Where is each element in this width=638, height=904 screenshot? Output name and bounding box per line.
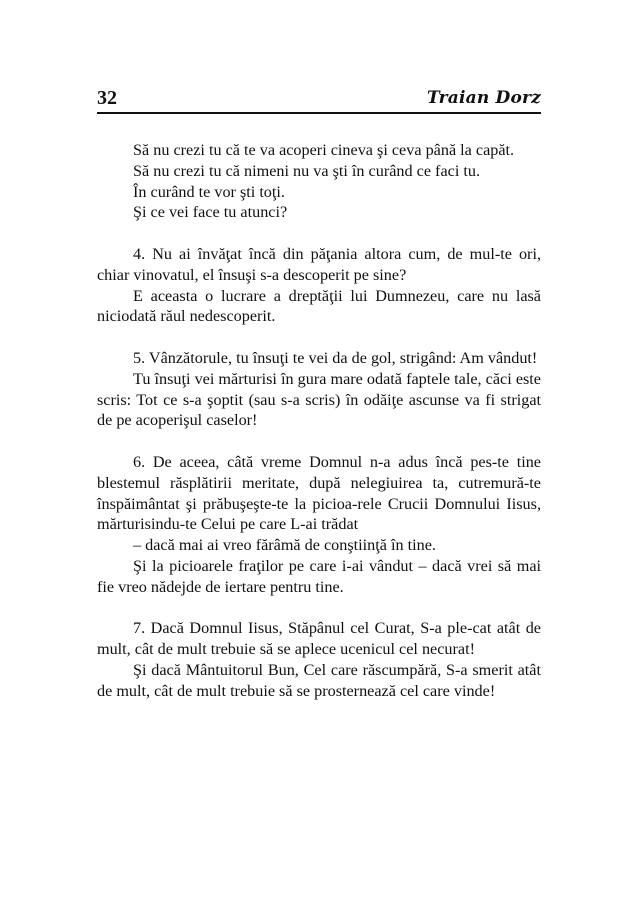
paragraph-gap (97, 598, 541, 619)
paragraph: 4. Nu ai învăţat încă din păţania altora cum, de mul-te ori, chiar vinovatul, el însuşi s-a descoperit pe sine? (97, 244, 541, 284)
paragraph: Tu însuţi vei mărturisi în gura mare odată faptele tale, căci este scris: Tot ce s-a şoptit (sau s-a scris) în odăiţe ascunse va fi strigat de pe acoperişul caselor! (97, 369, 541, 430)
paragraph: 7. Dacă Domnul Iisus, Stăpânul cel Curat, S-a ple-cat atât de mult, cât de mult trebuie să se aplece ucenicul cel necurat! (97, 619, 541, 659)
paragraph: În curând te vor şti toţi. (133, 182, 285, 201)
page-header (97, 86, 541, 114)
paragraph: Şi ce vei face tu atunci? (133, 203, 288, 222)
paragraph: 5. Vânzătorule, tu însuţi te vei da de gol, strigând: Am vândut! (133, 348, 538, 367)
paragraph: Să nu crezi tu că te va acoperi cineva şi ceva până la capăt. (133, 141, 515, 159)
paragraph: Şi la picioarele fraţilor pe care i-ai vândut – dacă vrei să mai fie vreo nădejde de iertare pentru tine. (97, 556, 541, 596)
paragraph-gap (97, 327, 541, 348)
paragraph: Să nu crezi tu că nimeni nu va şti în curând ce faci tu. (133, 161, 481, 180)
header-rule (97, 112, 541, 114)
page-number: 32 (97, 87, 117, 109)
paragraph: Şi dacă Mântuitorul Bun, Cel care răscumpără, S-a smerit atât de mult, cât de mult trebuie să se prosternează cel care vinde! (97, 660, 541, 700)
body-text (97, 140, 541, 702)
paragraph-gap (97, 431, 541, 452)
paragraph: – dacă mai ai vreo fărâmă de conştiinţă în tine. (133, 536, 436, 555)
paragraph-gap (97, 223, 541, 244)
paragraph: 6. De aceea, câtă vreme Domnul n-a adus încă pes-te tine blestemul răsplătirii meritate, după nelegiuirea ta, cutremură-te înspăimântat şi prăbuşeşte-te la picioa-rele Crucii Domnului Iisus, mărturisindu-te Celui pe care L-ai trădat (97, 452, 541, 534)
paragraph: E aceasta o lucrare a dreptăţii lui Dumnezeu, care nu lasă niciodată răul nedescoperit. (97, 286, 541, 326)
running-head-author: Traian Dorz (426, 88, 541, 108)
